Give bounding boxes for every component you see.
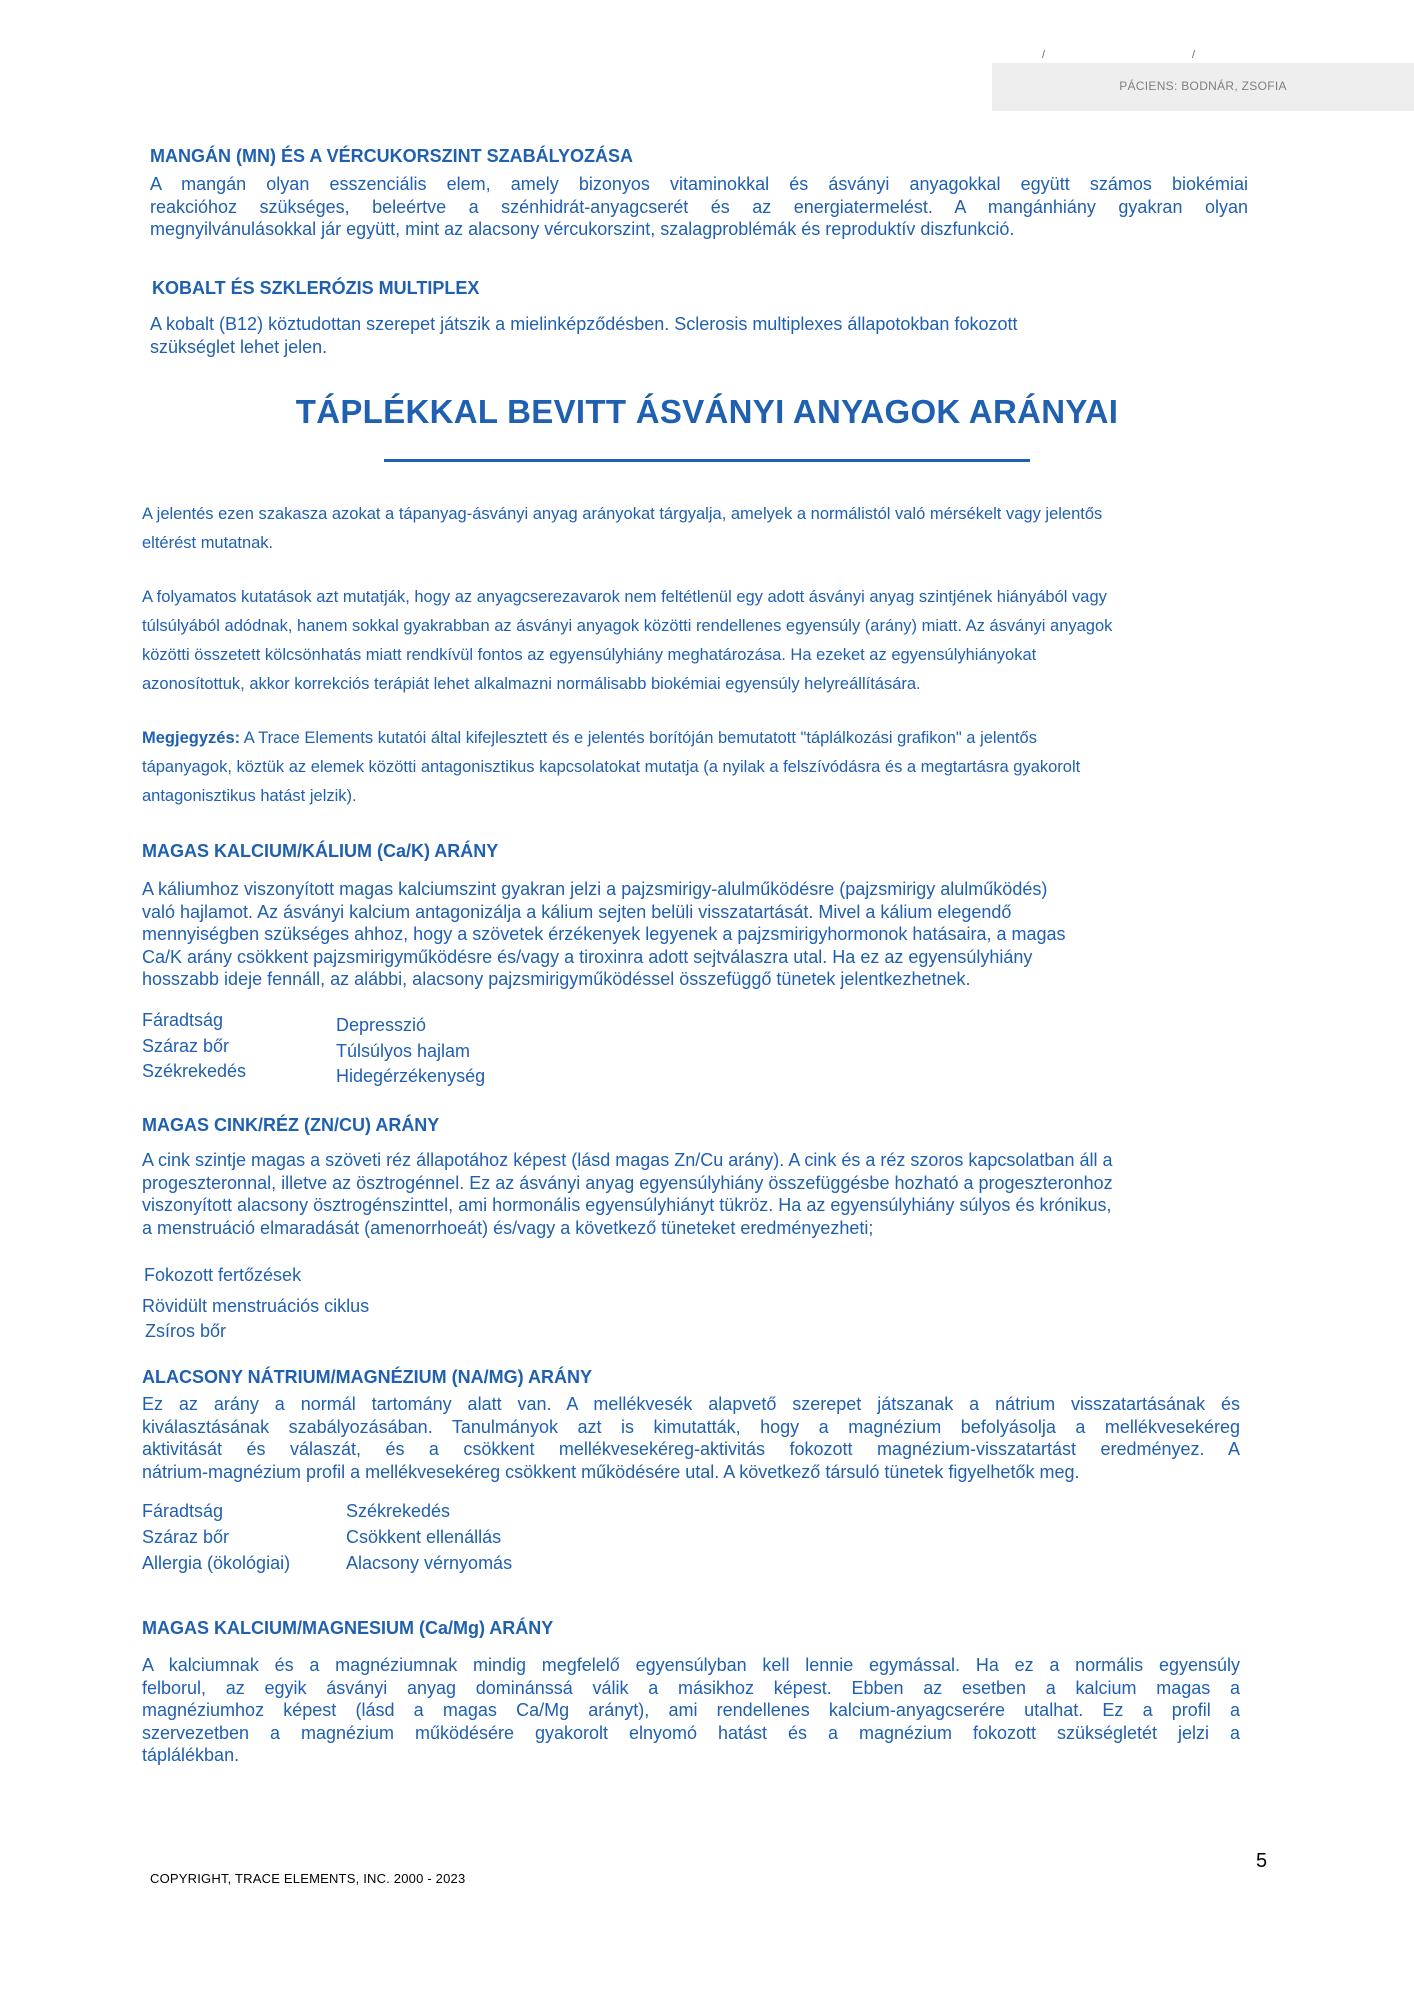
section-text-cobalt — [150, 313, 1150, 358]
text-line: viszonyított alacsony ösztrogénszinttel, ami hormonális egyensúlyhiányt tükröz. Ha az egyensúlyhiány súlyos és krónikus, — [142, 1195, 1112, 1215]
symptom-item: Száraz bőr — [142, 1527, 230, 1547]
text-line: a menstruáció elmaradását (amenorrhoeát) és/vagy a következő tüneteket eredményezheti; — [142, 1217, 874, 1238]
text-line: túlsúlyából adódnak, hanem sokkal gyakrabban az ásványi anyagok közötti rendellenes egyensúly (arány) miatt. Az ásványi anyagok — [142, 617, 1113, 635]
symptom-item: Rövidült menstruációs ciklus — [142, 1296, 370, 1316]
text-line: A folyamatos kutatások azt mutatják, hogy az anyagcserezavarok nem feltétlenül egy adott ásványi anyag szintjének hiányából vagy — [142, 588, 1107, 606]
symptom-item: Depresszió — [336, 1015, 427, 1035]
text-line: antagonisztikus hatást jelzik). — [142, 787, 357, 805]
text-line: eltérést mutatnak. — [142, 534, 274, 552]
text-line: progeszteronnal, illetve az ösztrogénnel. Ez az ásványi anyag egyensúlyhiány összefüggésbe hozható a progeszteronhoz — [142, 1172, 1113, 1193]
symptom-item: Székrekedés — [346, 1501, 451, 1521]
section-text-na-mg — [142, 1393, 1240, 1483]
patient-header-box — [992, 49, 1414, 111]
text-line: szervezetben a magnézium működésére gyakorolt elnyomó hatást és a magnézium fokozott szükségletét jelzi a — [142, 1722, 1240, 1743]
text-line: reakcióhoz szükséges, beleértve a szénhidrát-anyagcserét és az energiatermelést. A mangánhiány gyakran olyan — [150, 196, 1248, 217]
symptom-item: Túlsúlyos hajlam — [336, 1041, 471, 1061]
symptom-item: Fáradtság — [142, 1010, 224, 1030]
section-heading-cobalt: KOBALT ÉS SZKLERÓZIS MULTIPLEX — [152, 278, 480, 298]
text-line: táplálékban. — [142, 1745, 240, 1765]
symptom-item: Allergia (ökológiai) — [142, 1553, 291, 1573]
patient-label: PÁCIENS: BODNÁR, ZSOFIA — [1119, 79, 1287, 93]
text-line: közötti összetett kölcsönhatás miatt rendkívül fontos az egyensúlyhiány meghatározása. Ha ezeket az egyensúlyhiányokat — [142, 646, 1037, 664]
text-line: tápanyagok, köztük az elemek közötti antagonisztikus kapcsolatokat mutatja (a nyilak a felszívódásra és a megtartásra gyakorolt — [142, 758, 1081, 776]
text-line: felborul, az egyik ásványi anyag dominánssá válik a másikhoz képest. Ebben az esetben a kalcium magas a — [142, 1677, 1240, 1698]
text-line: szükséglet lehet jelen. — [150, 336, 328, 357]
note-text: A Trace Elements kutatói által kifejlesztett és e jelentés borítóján bemutatott "táplálkozási grafikon" a jelentős — [240, 729, 1037, 747]
intro-note — [142, 724, 1292, 811]
section-text-ca-k — [142, 878, 1242, 991]
section-heading-ca-k: MAGAS KALCIUM/KÁLIUM (Ca/K) ARÁNY — [142, 841, 499, 861]
text-line: hosszabb ideje fennáll, az alábbi, alacsony pajzsmirigyműködéssel összefüggő tünetek jelentkezhetnek. — [142, 969, 971, 989]
symptom-item: Fokozott fertőzések — [144, 1265, 302, 1285]
text-line: azonosítottuk, akkor korrekciós terápiát lehet alkalmazni normálisabb biokémiai egyensúly helyreállítására. — [142, 675, 921, 693]
text-line: Ez az arány a normál tartomány alatt van. A mellékvesék alapvető szerepet játszanak a nátrium visszatartásának és — [142, 1394, 1240, 1414]
symptom-item: Csökkent ellenállás — [346, 1527, 502, 1547]
text-line: A kalciumnak és a magnéziumnak mindig megfelelő egyensúlyban kell lennie egymással. Ha ez a normális egyensúly — [142, 1655, 1240, 1675]
symptom-item: Fáradtság — [142, 1501, 224, 1521]
text-line: kiválasztásának szabályozásában. Tanulmányok azt is kimutatták, hogy a magnézium befolyásolja a mellékvesekéreg — [142, 1416, 1240, 1437]
text-line: Ca/K arány csökkent pajzsmirigyműködésre és/vagy a tiroxinra adott sejtválaszra utal. Ha ez az egyensúlyhiány — [142, 946, 1033, 967]
text-line: nátrium-magnézium profil a mellékvesekéreg csökkent működésére utal. A következő társuló tünetek figyelhetők meg. — [142, 1461, 1080, 1482]
header-fragment-left: / — [1042, 49, 1046, 61]
text-line: A káliumhoz viszonyított magas kalciumszint gyakran jelzi a pajzsmirigy-alulműködésre (pajzsmirigy alulműködés) — [142, 879, 1048, 899]
section-heading-zn-cu: MAGAS CINK/RÉZ (ZN/CU) ARÁNY — [142, 1115, 440, 1135]
symptom-item: Székrekedés — [142, 1061, 247, 1081]
text-line — [142, 724, 1292, 753]
text-line: A cink szintje magas a szöveti réz állapotához képest (lásd magas Zn/Cu arány). A cink és a réz szoros kapcsolatban áll a — [142, 1150, 1113, 1170]
page-number: 5 — [1256, 1850, 1268, 1872]
symptom-item: Száraz bőr — [142, 1036, 230, 1056]
intro-paragraph-2 — [142, 583, 1292, 699]
text-line: A jelentés ezen szakasza azokat a tápanyag-ásványi anyag arányokat tárgyalja, amelyek a normálistól való mérsékelt vagy jelentős — [142, 505, 1103, 523]
symptom-item: Hidegérzékenység — [336, 1066, 486, 1086]
page-title: TÁPLÉKKAL BEVITT ÁSVÁNYI ANYAGOK ARÁNYAI — [295, 393, 1119, 430]
title-underline — [384, 459, 1030, 462]
symptom-item: Zsíros bőr — [145, 1321, 227, 1341]
section-heading-na-mg: ALACSONY NÁTRIUM/MAGNÉZIUM (NA/MG) ARÁNY — [142, 1367, 592, 1387]
header-fragment-right: / — [1192, 49, 1196, 61]
section-text-manganese — [150, 173, 1248, 241]
text-line: való hajlamot. Az ásványi kalcium antagonizálja a kálium sejten belüli visszatartását. Mivel a kálium elegendő — [142, 901, 1012, 922]
text-line: aktivitását és válaszát, és a csökkent mellékvesekéreg-aktivitás fokozott magnézium-visszatartást eredményez. A — [142, 1439, 1240, 1459]
intro-paragraph-1 — [142, 500, 1292, 558]
text-line: mennyiségben szükséges ahhoz, hogy a szövetek érzékenyek legyenek a pajzsmirigyhormonok hatásaira, a magas — [142, 924, 1066, 944]
section-heading-manganese: MANGÁN (MN) ÉS A VÉRCUKORSZINT SZABÁLYOZÁSA — [150, 146, 634, 166]
text-line: magnéziumhoz képest (lásd a magas Ca/Mg arányt), ami rendellenes kalcium-anyagcserére utalhat. Ez a profil a — [142, 1700, 1240, 1720]
footer-copyright: COPYRIGHT, TRACE ELEMENTS, INC. 2000 - 2023 — [150, 1871, 466, 1886]
symptom-item: Alacsony vérnyomás — [346, 1553, 513, 1573]
note-label: Megjegyzés: — [142, 729, 241, 747]
section-text-zn-cu — [142, 1149, 1242, 1239]
text-line: A kobalt (B12) köztudottan szerepet játszik a mielinképződésben. Sclerosis multiplexes állapotokban fokozott — [150, 314, 1018, 334]
text-line: megnyilvánulásokkal jár együtt, mint az alacsony vércukorszint, szalagproblémák és reproduktív diszfunkció. — [150, 219, 1015, 239]
section-heading-ca-mg: MAGAS KALCIUM/MAGNESIUM (Ca/Mg) ARÁNY — [142, 1618, 554, 1638]
text-line: A mangán olyan esszenciális elem, amely bizonyos vitaminokkal és ásványi anyagokkal együtt számos biokémiai — [150, 174, 1248, 194]
section-text-ca-mg — [142, 1654, 1240, 1767]
